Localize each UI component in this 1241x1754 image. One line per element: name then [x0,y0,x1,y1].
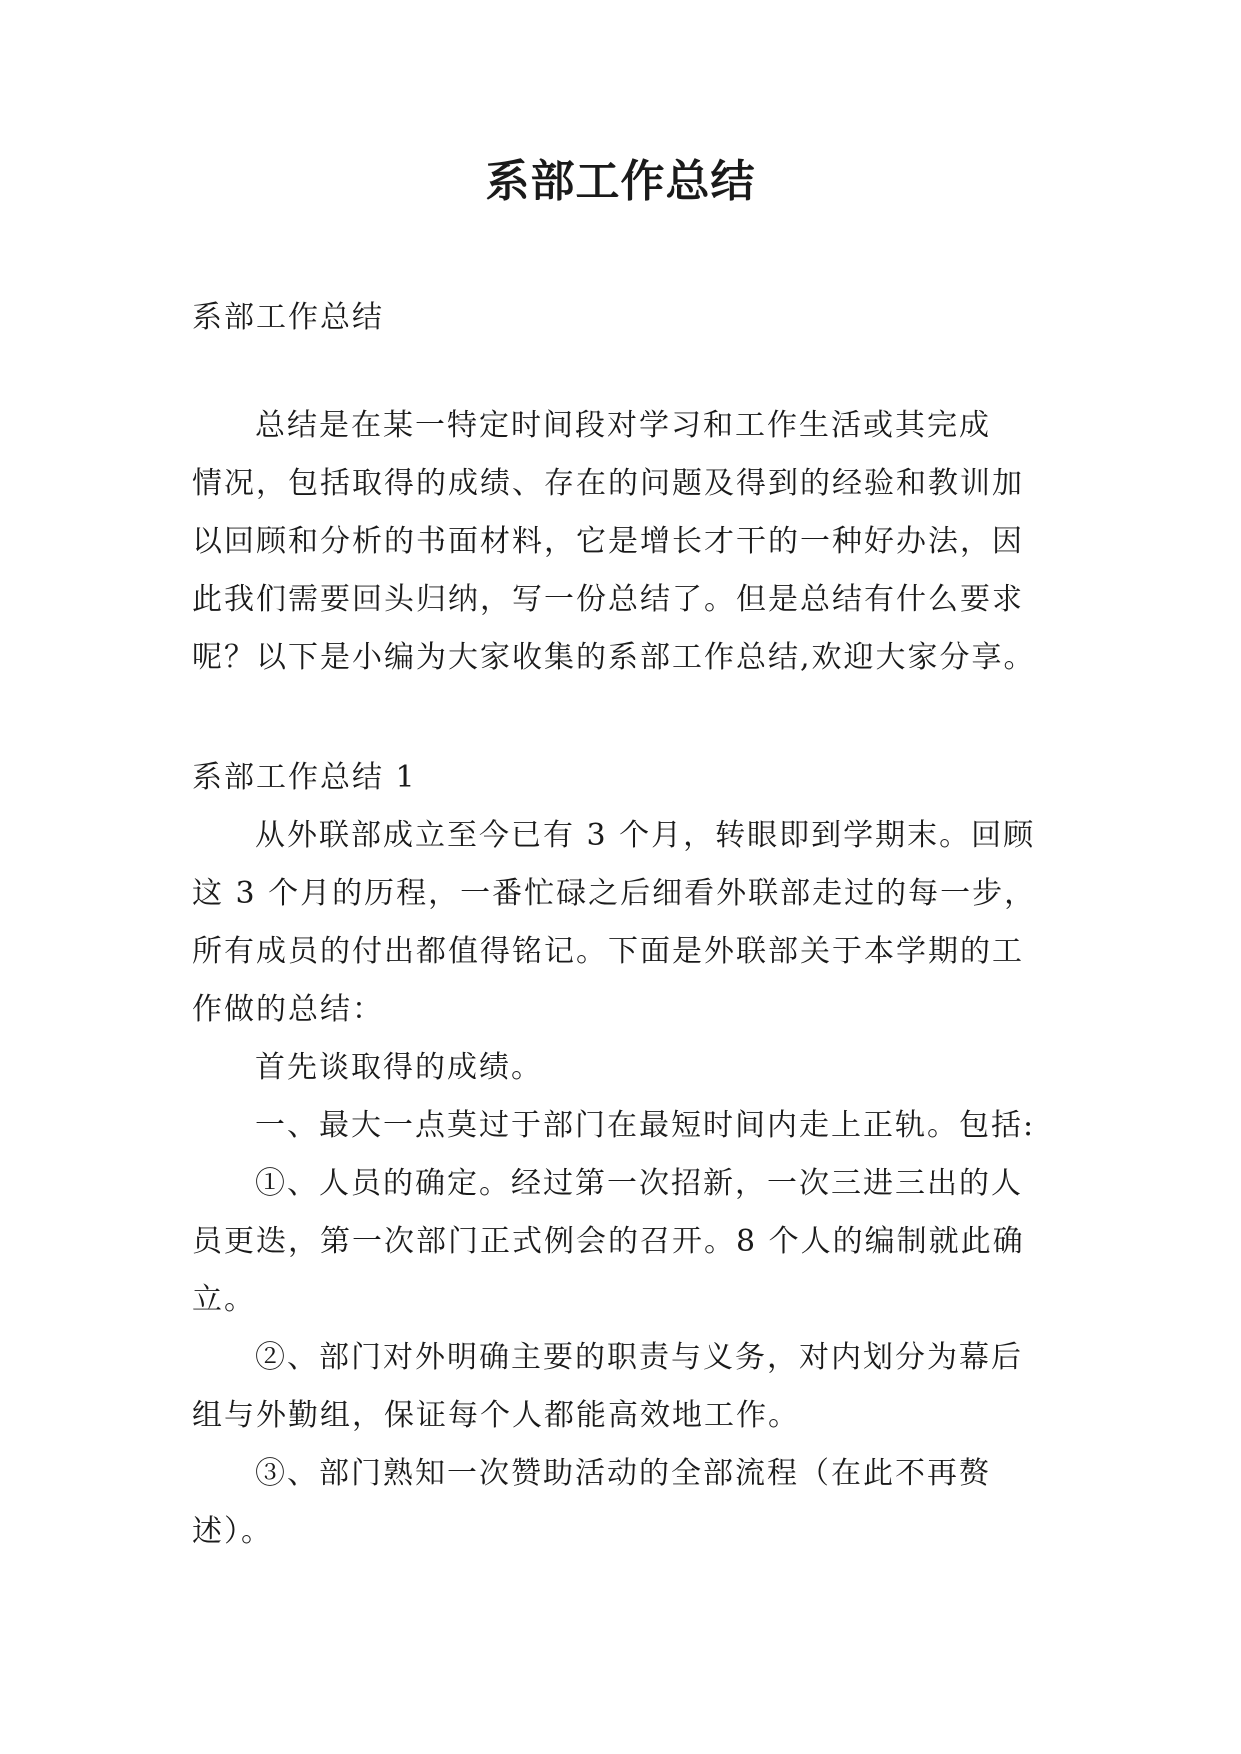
section-line-11: 组与外勤组，保证每个人都能高效地工作。 [192,1398,800,1433]
section-line-7: ①、人员的确定。经过第一次招新，一次三进三出的人 [255,1166,1023,1201]
intro-line-4: 此我们需要回头归纳，写一份总结了。但是总结有什么要求 [192,582,1024,617]
section-line-4: 作做的总结： [192,992,384,1027]
intro-line-2: 情况，包括取得的成绩、存在的问题及得到的经验和教训加 [192,466,1024,501]
section-line-9: 立。 [192,1282,256,1317]
section-line-10: ②、部门对外明确主要的职责与义务，对内划分为幕后 [255,1340,1023,1375]
section-line-3: 所有成员的付出都值得铭记。下面是外联部关于本学期的工 [192,934,1024,969]
document-subtitle: 系部工作总结 [192,300,384,335]
section-line-1: 从外联部成立至今已有 3 个月，转眼即到学期末。回顾 [255,818,1036,853]
intro-line-5: 呢？以下是小编为大家收集的系部工作总结,欢迎大家分享。 [192,640,1036,675]
section-line-8: 员更迭，第一次部门正式例会的召开。8 个人的编制就此确 [192,1224,1025,1259]
document-title: 系部工作总结 [485,156,756,207]
section-heading: 系部工作总结 1 [192,760,417,795]
section-line-6: 一、最大一点莫过于部门在最短时间内走上正轨。包括: [255,1108,1036,1143]
intro-line-3: 以回顾和分析的书面材料，它是增长才干的一种好办法，因 [192,524,1024,559]
section-line-12: ③、部门熟知一次赞助活动的全部流程（在此不再赘 [255,1456,991,1491]
section-line-13: 述）。 [192,1514,273,1549]
intro-line-1: 总结是在某一特定时间段对学习和工作生活或其完成 [255,408,991,443]
section-line-5: 首先谈取得的成绩。 [255,1050,543,1085]
section-line-2: 这 3 个月的历程，一番忙碌之后细看外联部走过的每一步， [192,876,1037,911]
